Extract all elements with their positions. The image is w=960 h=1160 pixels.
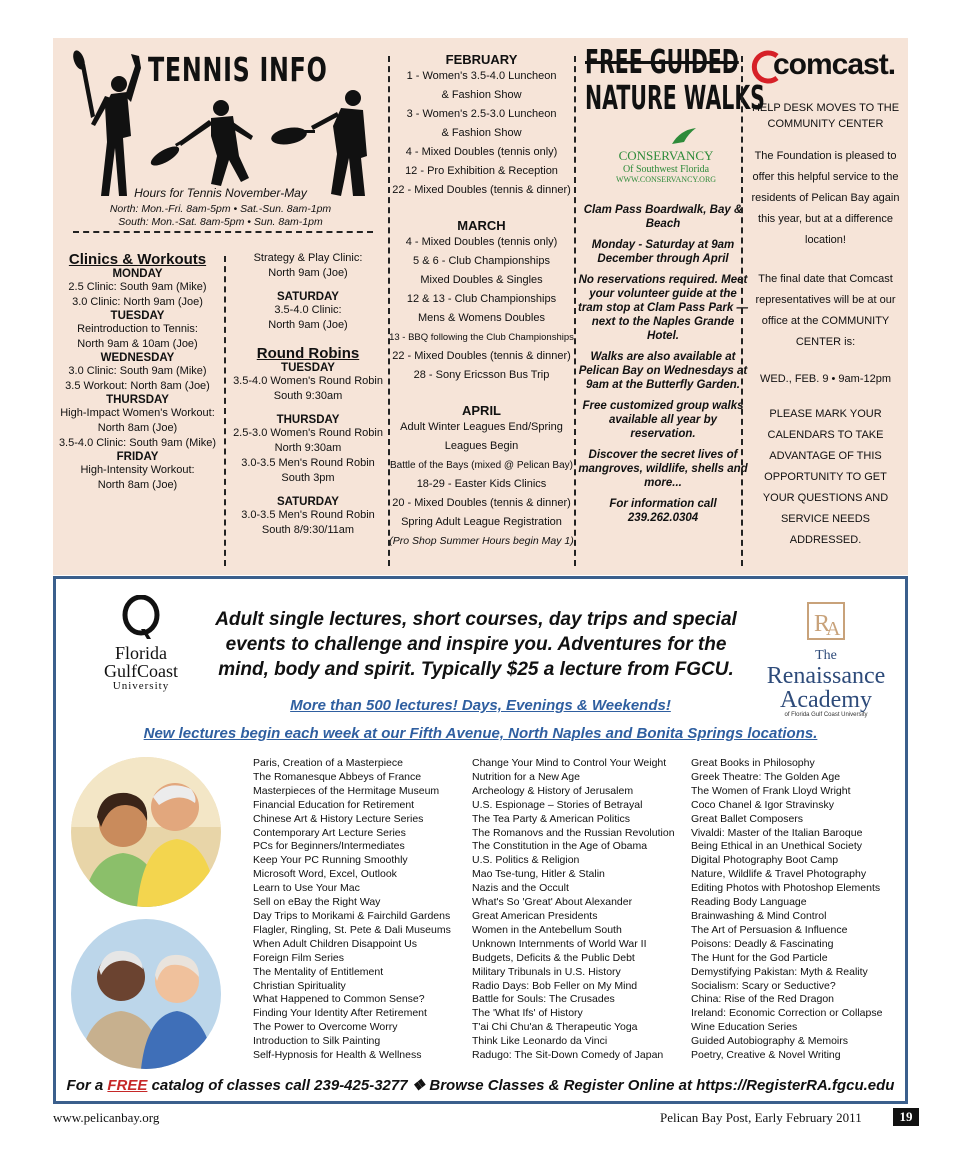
course-item: Budgets, Deficits & the Public Debt bbox=[472, 951, 635, 964]
clinic-day: THURSDAY High-Impact Women's Workout: North 8am (Joe) 3.5-4.0 Clinic: South 9am (Mike) bbox=[58, 394, 217, 449]
course-item: The 'What Ifs' of History bbox=[472, 1007, 583, 1020]
clinics-workouts-list bbox=[55, 251, 220, 493]
event-item: 22 - Mixed Doubles (tennis & dinner) bbox=[392, 184, 571, 196]
course-item: Foreign Film Series bbox=[253, 951, 345, 964]
course-item: Women in the Antebellum South bbox=[472, 923, 622, 936]
course-item: Military Tribunals in U.S. History bbox=[472, 965, 621, 978]
course-item: Mao Tse-tung, Hitler & Stalin bbox=[472, 868, 605, 881]
ad-intro-text: Adult single lectures, short courses, day trips and special events to challenge and inspire you. Adventures for the mind, body and spirit. Typically $25 a lecture from FGCU. bbox=[215, 609, 737, 680]
course-item: U.S. Espionage – Stories of Betrayal bbox=[472, 798, 643, 811]
course-item: The Power to Overcome Worry bbox=[253, 1021, 398, 1034]
course-item: What Happened to Common Sense? bbox=[253, 993, 425, 1006]
course-item: Poisons: Deadly & Fascinating bbox=[691, 937, 834, 950]
clinic-day: FRIDAY High-Intensity Workout: North 8am (Joe) bbox=[80, 451, 195, 491]
course-item: The Tea Party & American Politics bbox=[472, 812, 630, 825]
course-item: Battle for Souls: The Crusades bbox=[472, 993, 615, 1006]
event-item: & Fashion Show bbox=[441, 127, 522, 139]
tennis-info-section bbox=[53, 38, 388, 575]
fgcu-logo: Florida GulfCoast University bbox=[86, 595, 196, 695]
event-item: (Pro Shop Summer Hours begin May 1) bbox=[389, 535, 574, 547]
round-robins-heading: Round Robins bbox=[256, 345, 360, 362]
round-robins-list: Strategy & Play Clinic: North 9am (Joe) SATURDAY 3.5-4.0 Clinic: North 9am (Joe) Round Robins TUESDAY 3.5-4.0 Women's Round Robin South 9:30am THURSDAY 2.5-3.0 Women's Round Robin North 9:30am 3.0-3.5 Men's Round Robin South 3pm SATURDAY 3.0-3.5 Men's Round Robin South 8/9:30/11am bbox=[228, 251, 388, 538]
event-item: 5 & 6 - Club Championships bbox=[413, 255, 550, 267]
course-item: Think Like Leonardo da Vinci bbox=[472, 1035, 608, 1048]
course-item: The Constitution in the Age of Obama bbox=[472, 840, 648, 853]
course-item: Digital Photography Boot Camp bbox=[691, 854, 839, 867]
course-item: Microsoft Word, Excel, Outlook bbox=[253, 868, 397, 881]
renaissance-academy-logo: R A The Renaissance Academy of Florida Gulf Coast University bbox=[756, 599, 896, 699]
course-item: When Adult Children Disappoint Us bbox=[253, 937, 418, 950]
course-item: Being Ethical in an Unethical Society bbox=[691, 840, 863, 853]
tennis-hours-title: Hours for Tennis November-May bbox=[134, 186, 307, 200]
event-item: & Fashion Show bbox=[441, 89, 522, 101]
course-item: Editing Photos with Photoshop Elements bbox=[691, 882, 881, 895]
course-item: Guided Autobiography & Memoirs bbox=[691, 1035, 849, 1048]
nature-walks-details: Clam Pass Boardwalk, Bay & Beach Monday - Saturday at 9am December through April No reservations required. Meet your volunteer guide at the tram stop at Clam Pass Park — next to the Naples Grande Hotel. Walks are also available at Pelican Bay on Wednesdays at 9am at the Butterfly Garden. Free customized group walks available all year by reservation. Discover the secret lives of mangroves, wildlife, shells and more... For information call 239.262.0304 bbox=[577, 204, 748, 524]
comcast-details: HELP DESK MOVES TO THE COMMUNITY CENTER The Foundation is pleased to offer this helpful service to the residents of Pelican Bay again this year, but at a difference location! The final date that Comcast representatives will be at our office at the COMMUNITY CENTER is: WED., FEB. 9 • 9am-12pm PLEASE MARK YOUR CALENDARS TO TAKE ADVANTAGE OF THIS OPPORTUNITY TO GET YOUR QUESTIONS AND SERVICE NEEDS ADDRESSED. bbox=[751, 102, 900, 546]
event-item: 20 - Mixed Doubles (tennis & dinner) bbox=[392, 497, 571, 509]
course-item: Contemporary Art Lecture Series bbox=[253, 826, 406, 839]
ad-footer-call-to-action: For a FREE catalog of classes call 239-425-3277 ❖ Browse Classes & Register Online at https://RegisterRA.fgcu.edu bbox=[66, 1077, 895, 1094]
clinics-heading: Clinics & Workouts bbox=[68, 251, 207, 268]
event-item: 13 - BBQ following the Club Championships bbox=[389, 332, 574, 343]
course-item: China: Rise of the Red Dragon bbox=[691, 993, 834, 1006]
tennis-events-calendar bbox=[388, 38, 575, 575]
tennis-hours-north: North: Mon.-Fri. 8am-5pm • Sat.-Sun. 8am-1pm bbox=[109, 203, 332, 215]
nature-walks-title: FREE GUIDED NATURE WALKS bbox=[585, 42, 765, 117]
course-list-column-3 bbox=[691, 757, 882, 1063]
course-item: Change Your Mind to Control Your Weight bbox=[472, 757, 667, 769]
event-item: Leagues Begin bbox=[444, 440, 519, 452]
couple-photo bbox=[71, 919, 221, 1069]
course-item: Learn to Use Your Mac bbox=[253, 882, 360, 895]
course-item: Reading Body Language bbox=[691, 896, 807, 909]
event-item: 18-29 - Easter Kids Clinics bbox=[416, 478, 547, 490]
course-list-column-2 bbox=[472, 757, 675, 1063]
course-item: The Romanesque Abbeys of France bbox=[253, 770, 422, 783]
event-item: Adult Winter Leagues End/Spring bbox=[400, 421, 563, 433]
course-item: Radugo: The Sit-Down Comedy of Japan bbox=[472, 1049, 664, 1062]
month-heading: MARCH bbox=[457, 218, 506, 233]
comcast-logo: comcast. bbox=[751, 48, 901, 88]
course-item: Introduction to Silk Painting bbox=[253, 1035, 381, 1048]
ad-headline-lectures: More than 500 lectures! Days, Evenings & Weekends! bbox=[290, 697, 671, 714]
course-item: Unknown Internments of World War II bbox=[472, 937, 647, 950]
event-item: Spring Adult League Registration bbox=[401, 516, 562, 528]
month-heading: FEBRUARY bbox=[445, 52, 518, 67]
course-item: Keep Your PC Running Smoothly bbox=[253, 854, 408, 867]
site-url[interactable]: www.pelicanbay.org bbox=[53, 1110, 160, 1125]
course-item: The Art of Persuasion & Influence bbox=[691, 923, 848, 936]
course-item: Great Ballet Composers bbox=[691, 812, 804, 825]
nature-walks-section bbox=[575, 38, 765, 575]
course-item: Nazis and the Occult bbox=[472, 882, 569, 895]
course-item: Self-Hypnosis for Health & Wellness bbox=[253, 1049, 422, 1062]
course-item: Demystifying Pakistan: Myth & Reality bbox=[691, 965, 868, 978]
course-item: Archeology & History of Jerusalem bbox=[472, 784, 634, 797]
fgcu-emblem-icon bbox=[121, 595, 161, 639]
course-item: Socialism: Scary or Seductive? bbox=[691, 979, 836, 992]
course-item: Financial Education for Retirement bbox=[253, 798, 415, 811]
course-item: Brainwashing & Mind Control bbox=[691, 909, 827, 922]
event-item: 1 - Women's 3.5-4.0 Luncheon bbox=[406, 70, 557, 82]
clinic-day: MONDAY 2.5 Clinic: South 9am (Mike) 3.0 Clinic: North 9am (Joe) bbox=[68, 268, 207, 308]
page-number: 19 bbox=[893, 1108, 919, 1126]
course-item: Sell on eBay the Right Way bbox=[253, 896, 381, 909]
publication-info: Pelican Bay Post, Early February 2011 bbox=[660, 1110, 862, 1125]
event-item: Battle of the Bays (mixed @ Pelican Bay) bbox=[389, 460, 573, 471]
clinic-day: WEDNESDAY 3.0 Clinic: South 9am (Mike) 3.5 Workout: North 8am (Joe) bbox=[65, 352, 210, 392]
course-item: The Women of Frank Lloyd Wright bbox=[691, 784, 851, 797]
course-item: Nature, Wildlife & Travel Photography bbox=[691, 868, 867, 881]
event-item: 4 - Mixed Doubles (tennis only) bbox=[405, 146, 558, 158]
comcast-notice bbox=[743, 38, 908, 575]
course-item: What's So 'Great' About Alexander bbox=[472, 896, 633, 909]
course-item: Greek Theatre: The Golden Age bbox=[691, 770, 841, 783]
course-item: Flagler, Ringling, St. Pete & Dali Museums bbox=[253, 923, 451, 936]
renaissance-academy-ad bbox=[53, 576, 908, 1104]
course-item: Ireland: Economic Correction or Collapse bbox=[691, 1007, 883, 1020]
register-link[interactable]: catalog of classes call 239-425-3277 ❖ Browse Classes & Register Online at https://RegisterRA.fgcu.edu bbox=[151, 1077, 895, 1094]
couple-photo bbox=[71, 757, 221, 907]
dashed-column-divider bbox=[224, 256, 226, 566]
course-item: Day Trips to Morikami & Fairchild Gardens bbox=[253, 909, 451, 922]
course-item: U.S. Politics & Religion bbox=[472, 854, 580, 867]
event-item: 4 - Mixed Doubles (tennis only) bbox=[405, 236, 558, 248]
clinic-day: TUESDAY Reintroduction to Tennis: North 9am & 10am (Joe) bbox=[77, 310, 198, 350]
tennis-and-notices-panel bbox=[53, 38, 908, 575]
course-item: Great American Presidents bbox=[472, 909, 598, 922]
conservancy-logo: CONSERVANCY Of Southwest Florida WWW.CONSERVANCY.ORG bbox=[615, 148, 717, 184]
course-item: Christian Spirituality bbox=[253, 979, 346, 992]
course-item: Paris, Creation of a Masterpiece bbox=[253, 757, 403, 769]
event-item: 12 & 13 - Club Championships bbox=[406, 293, 557, 305]
month-heading: APRIL bbox=[462, 403, 501, 418]
ra-monogram-icon bbox=[804, 599, 848, 643]
event-item: 22 - Mixed Doubles (tennis & dinner) bbox=[392, 350, 571, 362]
svg-text:R: R bbox=[814, 611, 831, 637]
course-item: Great Books in Philosophy bbox=[691, 757, 815, 769]
course-list-column-1 bbox=[253, 757, 451, 1063]
course-item: Finding Your Identity After Retirement bbox=[253, 1007, 427, 1020]
course-item: Wine Education Series bbox=[691, 1021, 798, 1034]
tennis-info-title: TENNIS INFO bbox=[148, 50, 328, 89]
course-item: Vivaldi: Master of the Italian Baroque bbox=[691, 826, 863, 839]
dashed-divider bbox=[73, 231, 373, 233]
ad-headline-locations: New lectures begin each week at our Fifth Avenue, North Naples and Bonita Springs locations. bbox=[143, 725, 818, 742]
course-item: Masterpieces of the Hermitage Museum bbox=[253, 784, 440, 797]
course-item: Chinese Art & History Lecture Series bbox=[253, 812, 424, 825]
event-item: 12 - Pro Exhibition & Reception bbox=[405, 165, 558, 177]
event-item: Mens & Womens Doubles bbox=[418, 312, 545, 324]
course-item: T'ai Chi Chu'an & Therapeutic Yoga bbox=[472, 1021, 638, 1034]
event-item: 3 - Women's 2.5-3.0 Luncheon bbox=[406, 108, 557, 120]
svg-text:A: A bbox=[826, 618, 841, 640]
course-item: Nutrition for a New Age bbox=[472, 770, 580, 783]
event-item: 28 - Sony Ericsson Bus Trip bbox=[413, 369, 550, 381]
course-item: Coco Chanel & Igor Stravinsky bbox=[691, 798, 834, 811]
course-item: The Mentality of Entitlement bbox=[253, 965, 384, 978]
course-item: The Hunt for the God Particle bbox=[691, 951, 828, 964]
course-item: Poetry, Creative & Novel Writing bbox=[691, 1049, 841, 1062]
course-item: The Romanovs and the Russian Revolution bbox=[472, 826, 675, 839]
heron-logo-icon bbox=[670, 126, 700, 148]
course-item: PCs for Beginners/Intermediates bbox=[253, 840, 405, 853]
event-item: Mixed Doubles & Singles bbox=[420, 274, 543, 286]
tennis-hours-south: South: Mon.-Sat. 8am-5pm • Sun. 8am-1pm bbox=[118, 216, 323, 228]
course-item: Radio Days: Bob Feller on My Mind bbox=[472, 979, 638, 992]
